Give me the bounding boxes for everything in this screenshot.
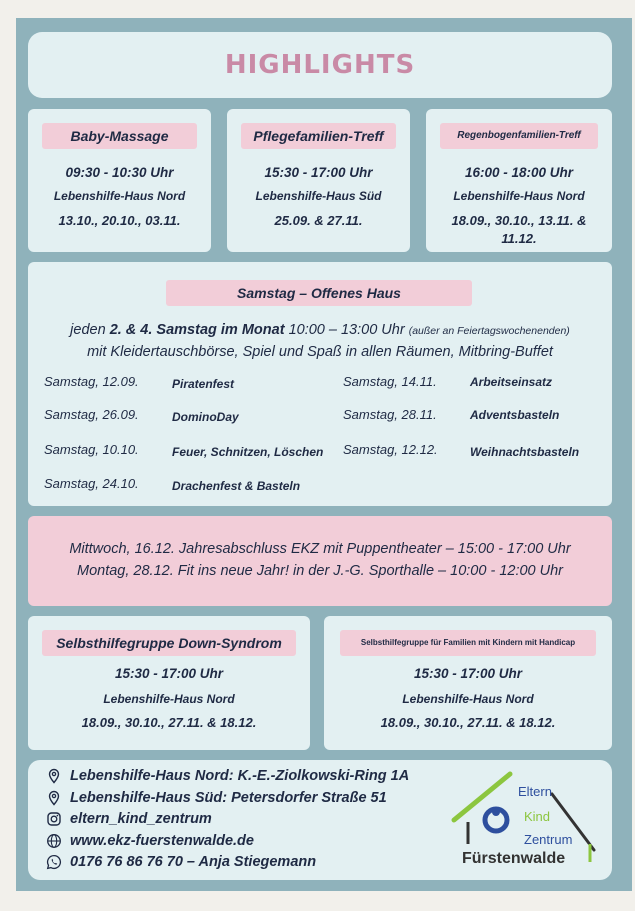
event-date: Samstag, 26.09. [44, 407, 139, 422]
event-row [172, 376, 234, 391]
contact-address-nord [46, 768, 409, 784]
card-title: Selbsthilfegruppe für Familien mit Kindern mit Handicap [340, 630, 596, 656]
address-nord: Lebenshilfe-Haus Nord: K.-E.-Ziolkowski-Ring 1A [70, 768, 410, 784]
location-pin-icon [46, 790, 62, 806]
card-regenbogenfamilien [426, 109, 612, 252]
instagram-icon [46, 811, 62, 827]
title-card [28, 32, 612, 98]
logo-word-kind: Kind [524, 809, 551, 824]
special-date-1: Mittwoch, 16.12. Jahresabschluss EKZ mit Puppentheater – 15:00 - 17:00 Uhr [69, 541, 571, 557]
ekz-logo [448, 768, 598, 876]
card-place: Lebenshilfe-Haus Nord [103, 692, 235, 706]
logo-word-zentrum: Zentrum [524, 832, 573, 847]
event-row [172, 409, 239, 424]
card-time: 16:00 - 18:00 Uhr [464, 165, 574, 180]
card-dates: 25.09. & 27.11. [274, 213, 363, 228]
event-name: Adventsbasteln [470, 408, 560, 422]
saturday-card [28, 262, 612, 506]
event-row [470, 374, 552, 389]
intro-line2: mit Kleidertauschbörse, Spiel und Spaß in allen Räumen, Mitbring-Buffet [87, 344, 553, 360]
card-time: 15:30 - 17:00 Uhr [114, 666, 224, 681]
card-title: Regenbogenfamilien-Treff [440, 123, 598, 149]
globe-icon [46, 833, 62, 849]
card-title: Baby-Massage [42, 123, 197, 149]
event-row [470, 407, 559, 422]
special-date-2: Montag, 28.12. Fit ins neue Jahr! in der J.-G. Sporthalle – 10:00 - 12:00 Uhr [76, 563, 564, 579]
event-row [44, 442, 139, 457]
contact-instagram[interactable] [46, 811, 212, 827]
intro-note: (außer an Feiertagswochenenden) [408, 325, 570, 337]
card-place: Lebenshilfe-Haus Nord [53, 189, 186, 203]
card-title: Pflegefamilien-Treff [241, 123, 396, 149]
event-row [44, 407, 139, 422]
card-pflegefamilien [227, 109, 410, 252]
event-row [343, 442, 438, 457]
card-dates: 18.09., 30.10., 27.11. & 18.12. [380, 715, 556, 730]
card-time: 15:30 - 17:00 Uhr [413, 666, 523, 681]
card-dates: 18.09., 30.10., 27.11. & 18.12. [81, 715, 257, 730]
address-sued: Lebenshilfe-Haus Süd: Petersdorfer Straße 51 [70, 790, 387, 806]
event-name: DominoDay [172, 410, 239, 424]
logo-word-eltern: Eltern [518, 784, 552, 799]
event-date: Samstag, 12.12. [343, 442, 438, 457]
event-date: Samstag, 14.11. [343, 374, 437, 389]
instagram-handle[interactable]: eltern_kind_zentrum [70, 811, 212, 827]
card-dates: 13.10., 20.10., 03.11. [58, 213, 181, 228]
contact-card [28, 760, 612, 880]
card-time: 09:30 - 10:30 Uhr [65, 165, 174, 180]
flyer-page [16, 18, 632, 891]
contact-website[interactable] [46, 833, 254, 849]
card-time: 15:30 - 17:00 Uhr [264, 165, 373, 180]
card-place: Lebenshilfe-Haus Nord [402, 692, 534, 706]
event-row [343, 374, 437, 389]
card-handicap [324, 616, 612, 750]
intro-bold: 2. & 4. Samstag im Monat [109, 322, 285, 338]
page-title: HIGHLIGHTS [224, 50, 416, 80]
event-date: Samstag, 10.10. [44, 442, 139, 457]
event-name: Weihnachtsbasteln [470, 445, 580, 459]
intro-time: 10:00 – 13:00 Uhr [284, 322, 409, 338]
event-date: Samstag, 28.11. [343, 407, 437, 422]
intro-prefix: jeden [70, 322, 110, 338]
contact-phone[interactable] [46, 854, 316, 870]
event-row [172, 444, 323, 459]
event-row [343, 407, 437, 422]
contact-address-sued [46, 790, 387, 806]
whatsapp-icon [46, 854, 62, 870]
card-title: Selbsthilfegruppe Down-Syndrom [42, 630, 296, 656]
event-name: Feuer, Schnitzen, Löschen [172, 445, 324, 459]
event-row [470, 444, 579, 459]
saturday-intro [28, 320, 612, 363]
saturday-title: Samstag – Offenes Haus [166, 280, 472, 306]
location-pin-icon [46, 768, 62, 784]
event-row [44, 476, 139, 491]
event-row [172, 478, 300, 493]
card-place: Lebenshilfe-Haus Nord [453, 189, 585, 203]
card-baby-massage [28, 109, 211, 252]
event-date: Samstag, 12.09. [44, 374, 139, 389]
logo-city: Fürstenwalde [462, 850, 566, 867]
event-name: Piratenfest [172, 377, 235, 391]
card-place: Lebenshilfe-Haus Süd [255, 189, 382, 203]
special-dates-card [28, 516, 612, 606]
phone-contact[interactable]: 0176 76 86 76 70 – Anja Stiegemann [70, 854, 317, 870]
card-down-syndrom [28, 616, 310, 750]
card-dates: 18.09., 30.10., 13.11. & 11.12. [451, 213, 587, 246]
event-name: Arbeitseinsatz [470, 375, 553, 389]
website-link[interactable]: www.ekz-fuerstenwalde.de [70, 833, 254, 849]
event-name: Drachenfest & Basteln [172, 479, 301, 493]
event-date: Samstag, 24.10. [44, 476, 139, 491]
event-row [44, 374, 139, 389]
